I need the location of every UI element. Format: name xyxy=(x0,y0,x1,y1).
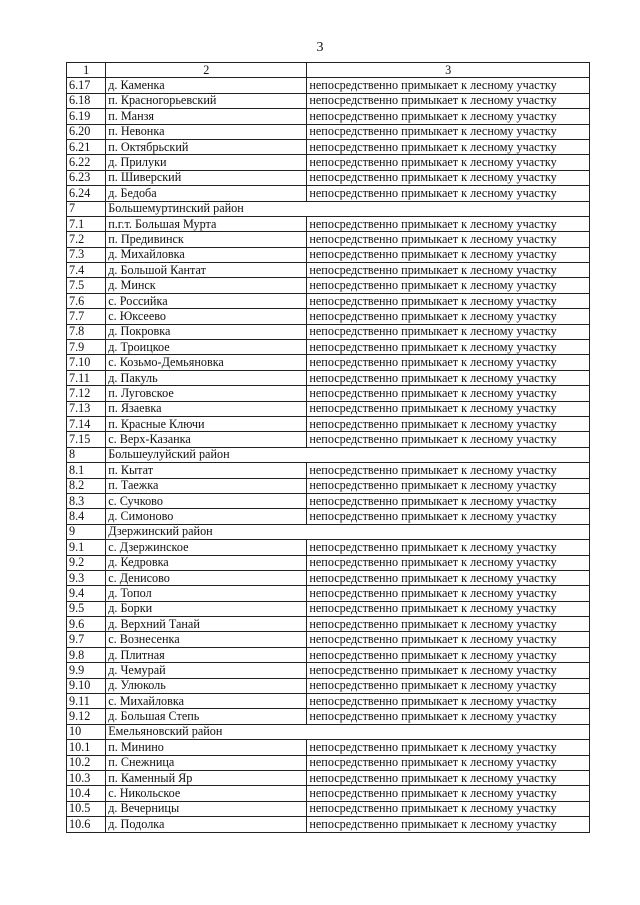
table-row xyxy=(67,124,590,139)
table-row xyxy=(67,617,590,632)
table-row xyxy=(67,386,590,401)
header-col-2: 2 xyxy=(106,63,307,78)
table-row xyxy=(67,340,590,355)
row-number-cell: 9.10 xyxy=(67,678,106,693)
settlement-name-cell: с. Никольское xyxy=(106,786,307,801)
row-number-cell: 7.5 xyxy=(67,278,106,293)
row-number-cell: 7.8 xyxy=(67,324,106,339)
proximity-note-cell: непосредственно примыкает к лесному участку xyxy=(307,278,590,293)
proximity-note-cell: непосредственно примыкает к лесному участку xyxy=(307,432,590,447)
settlement-name-cell: д. Кедровка xyxy=(106,555,307,570)
table-row xyxy=(67,109,590,124)
settlement-name-cell: д. Вечерницы xyxy=(106,801,307,816)
settlement-name-cell: д. Подолка xyxy=(106,817,307,832)
row-number-cell: 6.22 xyxy=(67,155,106,170)
table-row xyxy=(67,801,590,816)
row-number-cell: 6.19 xyxy=(67,109,106,124)
proximity-note-cell: непосредственно примыкает к лесному участку xyxy=(307,293,590,308)
settlement-name-cell: д. Борки xyxy=(106,601,307,616)
table-row xyxy=(67,740,590,755)
settlement-name-cell: п. Таежка xyxy=(106,478,307,493)
proximity-note-cell: непосредственно примыкает к лесному участку xyxy=(307,709,590,724)
table-row xyxy=(67,139,590,154)
row-number-cell: 9.5 xyxy=(67,601,106,616)
row-number-cell: 8.4 xyxy=(67,509,106,524)
table-row xyxy=(67,263,590,278)
row-number-cell: 7.7 xyxy=(67,309,106,324)
proximity-note-cell: непосредственно примыкает к лесному участку xyxy=(307,155,590,170)
header-col-1: 1 xyxy=(67,63,106,78)
row-number-cell: 6.21 xyxy=(67,139,106,154)
proximity-note-cell: непосредственно примыкает к лесному участку xyxy=(307,694,590,709)
settlement-name-cell: с. Юксеево xyxy=(106,309,307,324)
row-number-cell: 6.24 xyxy=(67,186,106,201)
proximity-note-cell: непосредственно примыкает к лесному участку xyxy=(307,370,590,385)
proximity-note-cell: непосредственно примыкает к лесному участку xyxy=(307,801,590,816)
row-number-cell: 9.4 xyxy=(67,586,106,601)
table-row xyxy=(67,232,590,247)
proximity-note-cell: непосредственно примыкает к лесному участку xyxy=(307,509,590,524)
table-row xyxy=(67,355,590,370)
row-number-cell: 7.10 xyxy=(67,355,106,370)
proximity-note-cell: непосредственно примыкает к лесному участку xyxy=(307,540,590,555)
settlement-name-cell: п. Манзя xyxy=(106,109,307,124)
proximity-note-cell: непосредственно примыкает к лесному участку xyxy=(307,617,590,632)
proximity-note-cell: непосредственно примыкает к лесному участку xyxy=(307,555,590,570)
table-row xyxy=(67,216,590,231)
proximity-note-cell: непосредственно примыкает к лесному участку xyxy=(307,463,590,478)
row-number-cell: 9.11 xyxy=(67,694,106,709)
table-row xyxy=(67,78,590,93)
settlement-name-cell: д. Большой Кантат xyxy=(106,263,307,278)
settlement-name-cell: д. Топол xyxy=(106,586,307,601)
proximity-note-cell: непосредственно примыкает к лесному участку xyxy=(307,755,590,770)
row-number-cell: 6.18 xyxy=(67,93,106,108)
row-number-cell: 6.20 xyxy=(67,124,106,139)
table-row xyxy=(67,278,590,293)
settlement-name-cell: д. Улюколь xyxy=(106,678,307,693)
proximity-note-cell: непосредственно примыкает к лесному участку xyxy=(307,109,590,124)
settlement-name-cell: п. Красногорьевский xyxy=(106,93,307,108)
proximity-note-cell: непосредственно примыкает к лесному участку xyxy=(307,232,590,247)
settlement-name-cell: д. Бедоба xyxy=(106,186,307,201)
proximity-note-cell: непосредственно примыкает к лесному участку xyxy=(307,632,590,647)
proximity-note-cell: непосредственно примыкает к лесному участку xyxy=(307,247,590,262)
settlement-name-cell: с. Российка xyxy=(106,293,307,308)
row-number-cell: 9.9 xyxy=(67,663,106,678)
row-number-cell: 7.13 xyxy=(67,401,106,416)
settlement-name-cell: д. Прилуки xyxy=(106,155,307,170)
table-row xyxy=(67,293,590,308)
table-row xyxy=(67,370,590,385)
settlement-name-cell: с. Денисово xyxy=(106,570,307,585)
table-row xyxy=(67,493,590,508)
row-number-cell: 6.23 xyxy=(67,170,106,185)
table-row xyxy=(67,786,590,801)
proximity-note-cell: непосредственно примыкает к лесному участку xyxy=(307,770,590,785)
row-number-cell: 9 xyxy=(67,524,106,539)
proximity-note-cell: непосредственно примыкает к лесному участку xyxy=(307,570,590,585)
settlement-name-cell: д. Пакуль xyxy=(106,370,307,385)
district-name-cell: Емельяновский район xyxy=(106,724,590,739)
table-row xyxy=(67,93,590,108)
settlement-name-cell: п. Минино xyxy=(106,740,307,755)
settlement-name-cell: с. Козьмо-Демьяновка xyxy=(106,355,307,370)
row-number-cell: 8.2 xyxy=(67,478,106,493)
settlement-name-cell: с. Сучково xyxy=(106,493,307,508)
row-number-cell: 7.4 xyxy=(67,263,106,278)
section-row xyxy=(67,524,590,539)
table-row xyxy=(67,632,590,647)
row-number-cell: 10.5 xyxy=(67,801,106,816)
table-row xyxy=(67,694,590,709)
settlement-name-cell: п. Октябрьский xyxy=(106,139,307,154)
section-row xyxy=(67,447,590,462)
proximity-note-cell: непосредственно примыкает к лесному участку xyxy=(307,786,590,801)
table-header-row xyxy=(67,63,590,78)
proximity-note-cell: непосредственно примыкает к лесному участку xyxy=(307,663,590,678)
row-number-cell: 10.4 xyxy=(67,786,106,801)
settlement-name-cell: д. Верхний Танай xyxy=(106,617,307,632)
proximity-note-cell: непосредственно примыкает к лесному участку xyxy=(307,309,590,324)
settlement-name-cell: д. Минск xyxy=(106,278,307,293)
proximity-note-cell: непосредственно примыкает к лесному участку xyxy=(307,324,590,339)
proximity-note-cell: непосредственно примыкает к лесному участку xyxy=(307,586,590,601)
proximity-note-cell: непосредственно примыкает к лесному участку xyxy=(307,478,590,493)
proximity-note-cell: непосредственно примыкает к лесному участку xyxy=(307,170,590,185)
row-number-cell: 7.2 xyxy=(67,232,106,247)
proximity-note-cell: непосредственно примыкает к лесному участку xyxy=(307,139,590,154)
row-number-cell: 7.12 xyxy=(67,386,106,401)
settlement-name-cell: д. Чемурай xyxy=(106,663,307,678)
settlement-name-cell: д. Симоново xyxy=(106,509,307,524)
table-row xyxy=(67,463,590,478)
table-row xyxy=(67,247,590,262)
row-number-cell: 8.3 xyxy=(67,493,106,508)
row-number-cell: 8 xyxy=(67,447,106,462)
settlement-name-cell: п. Шиверский xyxy=(106,170,307,185)
table-row xyxy=(67,540,590,555)
table-row xyxy=(67,817,590,832)
proximity-note-cell: непосредственно примыкает к лесному участку xyxy=(307,601,590,616)
proximity-note-cell: непосредственно примыкает к лесному участку xyxy=(307,216,590,231)
table-row xyxy=(67,401,590,416)
settlements-table xyxy=(66,62,590,833)
table-row xyxy=(67,186,590,201)
proximity-note-cell: непосредственно примыкает к лесному участку xyxy=(307,817,590,832)
district-name-cell: Большеулуйский район xyxy=(106,447,590,462)
settlement-name-cell: п. Невонка xyxy=(106,124,307,139)
settlement-name-cell: п. Снежница xyxy=(106,755,307,770)
proximity-note-cell: непосредственно примыкает к лесному участку xyxy=(307,386,590,401)
row-number-cell: 7.14 xyxy=(67,416,106,431)
settlement-name-cell: д. Большая Степь xyxy=(106,709,307,724)
row-number-cell: 9.7 xyxy=(67,632,106,647)
row-number-cell: 10.1 xyxy=(67,740,106,755)
settlement-name-cell: п. Язаевка xyxy=(106,401,307,416)
row-number-cell: 9.2 xyxy=(67,555,106,570)
table-row xyxy=(67,601,590,616)
row-number-cell: 10.6 xyxy=(67,817,106,832)
table-row xyxy=(67,586,590,601)
proximity-note-cell: непосредственно примыкает к лесному участку xyxy=(307,78,590,93)
row-number-cell: 7.1 xyxy=(67,216,106,231)
district-name-cell: Дзержинский район xyxy=(106,524,590,539)
table-row xyxy=(67,663,590,678)
row-number-cell: 9.3 xyxy=(67,570,106,585)
proximity-note-cell: непосредственно примыкает к лесному участку xyxy=(307,355,590,370)
table-row xyxy=(67,155,590,170)
proximity-note-cell: непосредственно примыкает к лесному участку xyxy=(307,647,590,662)
proximity-note-cell: непосредственно примыкает к лесному участку xyxy=(307,416,590,431)
row-number-cell: 10 xyxy=(67,724,106,739)
table-row xyxy=(67,555,590,570)
proximity-note-cell: непосредственно примыкает к лесному участку xyxy=(307,340,590,355)
table-row xyxy=(67,432,590,447)
row-number-cell: 7.3 xyxy=(67,247,106,262)
settlement-name-cell: п. Предивинск xyxy=(106,232,307,247)
settlement-name-cell: д. Плитная xyxy=(106,647,307,662)
settlement-name-cell: п. Кытат xyxy=(106,463,307,478)
section-row xyxy=(67,724,590,739)
row-number-cell: 9.12 xyxy=(67,709,106,724)
row-number-cell: 7.11 xyxy=(67,370,106,385)
row-number-cell: 9.8 xyxy=(67,647,106,662)
settlement-name-cell: д. Троицкое xyxy=(106,340,307,355)
settlement-name-cell: с. Дзержинское xyxy=(106,540,307,555)
table-row xyxy=(67,509,590,524)
row-number-cell: 7.9 xyxy=(67,340,106,355)
settlement-name-cell: п. Красные Ключи xyxy=(106,416,307,431)
table-row xyxy=(67,678,590,693)
table-row xyxy=(67,709,590,724)
proximity-note-cell: непосредственно примыкает к лесному участку xyxy=(307,493,590,508)
table-row xyxy=(67,478,590,493)
header-col-3: 3 xyxy=(307,63,590,78)
proximity-note-cell: непосредственно примыкает к лесному участку xyxy=(307,93,590,108)
table-row xyxy=(67,309,590,324)
proximity-note-cell: непосредственно примыкает к лесному участку xyxy=(307,186,590,201)
proximity-note-cell: непосредственно примыкает к лесному участку xyxy=(307,401,590,416)
proximity-note-cell: непосредственно примыкает к лесному участку xyxy=(307,263,590,278)
table-row xyxy=(67,324,590,339)
settlement-name-cell: с. Михайловка xyxy=(106,694,307,709)
proximity-note-cell: непосредственно примыкает к лесному участку xyxy=(307,678,590,693)
table-row xyxy=(67,770,590,785)
row-number-cell: 9.6 xyxy=(67,617,106,632)
table-row xyxy=(67,170,590,185)
row-number-cell: 7.15 xyxy=(67,432,106,447)
settlement-name-cell: д. Михайловка xyxy=(106,247,307,262)
table-row xyxy=(67,416,590,431)
row-number-cell: 6.17 xyxy=(67,78,106,93)
row-number-cell: 7 xyxy=(67,201,106,216)
table-row xyxy=(67,570,590,585)
row-number-cell: 10.2 xyxy=(67,755,106,770)
row-number-cell: 7.6 xyxy=(67,293,106,308)
row-number-cell: 10.3 xyxy=(67,770,106,785)
settlement-name-cell: п.г.т. Большая Мурта xyxy=(106,216,307,231)
proximity-note-cell: непосредственно примыкает к лесному участку xyxy=(307,740,590,755)
table-body xyxy=(67,63,590,833)
page-number: 3 xyxy=(316,40,324,55)
table-row xyxy=(67,755,590,770)
settlement-name-cell: с. Вознесенка xyxy=(106,632,307,647)
table-row xyxy=(67,647,590,662)
row-number-cell: 8.1 xyxy=(67,463,106,478)
row-number-cell: 9.1 xyxy=(67,540,106,555)
district-name-cell: Большемуртинский район xyxy=(106,201,590,216)
section-row xyxy=(67,201,590,216)
settlement-name-cell: п. Луговское xyxy=(106,386,307,401)
settlement-name-cell: с. Верх-Казанка xyxy=(106,432,307,447)
settlement-name-cell: д. Покровка xyxy=(106,324,307,339)
settlement-name-cell: д. Каменка xyxy=(106,78,307,93)
proximity-note-cell: непосредственно примыкает к лесному участку xyxy=(307,124,590,139)
settlement-name-cell: п. Каменный Яр xyxy=(106,770,307,785)
